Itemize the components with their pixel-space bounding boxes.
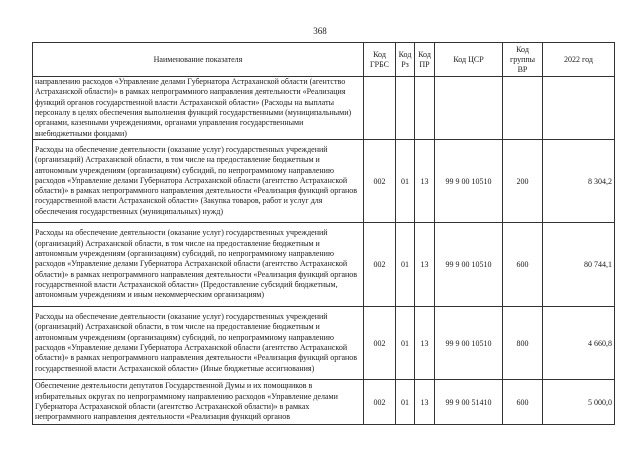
row-rz [396,77,415,140]
table-row [33,223,615,307]
row-grbs: 002 [364,307,396,380]
row-pr: 13 [415,307,435,380]
header-year: 2022 год [543,43,615,77]
row-csr: 99 9 00 10510 [435,223,503,307]
budget-table [32,42,615,425]
header-grbs: Код ГРБС [364,43,396,77]
row-rz: 01 [396,380,415,425]
row-rz: 01 [396,140,415,223]
row-grbs: 002 [364,380,396,425]
row-amount: 80 744,1 [543,223,615,307]
row-amount: 5 000,0 [543,380,615,425]
header-pr: Код ПР [415,43,435,77]
row-vr: 800 [503,307,543,380]
row-amount: 4 660,8 [543,307,615,380]
row-name: Расходы на обеспечение деятельности (оказание услуг) государственных учреждений (организаций) Астраханской области, в том числе на предоставление бюджетным и автономным учреждениям (организациям) субсидий, по непрограммному направлению расходов «Управление делами Губернатора Астраханской области (агентство Астраханской области)» в рамках непрограммного направления деятельности «Реализация функций органов государственной власти Астраханской области» (Закупка товаров, работ и услуг для обеспечения государственных (муниципальных) нужд) [33,140,364,223]
row-vr: 600 [503,380,543,425]
row-csr [435,77,503,140]
row-amount [543,77,615,140]
row-grbs: 002 [364,223,396,307]
row-vr [503,77,543,140]
header-vr: Код группы ВР [503,43,543,77]
row-pr [415,77,435,140]
header-csr: Код ЦСР [435,43,503,77]
header-rz: Код Рз [396,43,415,77]
row-csr: 99 9 00 10510 [435,307,503,380]
row-rz: 01 [396,223,415,307]
row-vr: 200 [503,140,543,223]
row-rz: 01 [396,307,415,380]
row-csr: 99 9 00 51410 [435,380,503,425]
row-pr: 13 [415,380,435,425]
row-name: направлению расходов «Управление делами Губернатора Астраханской области (агентство Астраханской области)» в рамках непрограммного направления деятельности «Реализация функций органов государственной власти Астраханской области» (Расходы на выплаты персоналу в целях обеспечения выполнения функций государственными (муниципальными) органами, казенными учреждениями, органами управления государственными внебюджетными фондами) [33,77,364,140]
row-csr: 99 9 00 10510 [435,140,503,223]
row-vr: 600 [503,223,543,307]
table-header-row [33,43,615,77]
table-row [33,77,615,140]
page-number: 368 [313,26,327,36]
row-name: Расходы на обеспечение деятельности (оказание услуг) государственных учреждений (организаций) Астраханской области, в том числе на предоставление бюджетным и автономным учреждениям (организациям) субсидий, по непрограммному направлению расходов «Управление делами Губернатора Астраханской области (агентство Астраханской области)» в рамках непрограммного направления деятельности «Реализация функций органов государственной власти Астраханской области» (Иные бюджетные ассигнования) [33,307,364,380]
table-row [33,307,615,380]
row-pr: 13 [415,140,435,223]
row-grbs [364,77,396,140]
header-name: Наименование показателя [33,43,364,77]
row-grbs: 002 [364,140,396,223]
row-name: Расходы на обеспечение деятельности (оказание услуг) государственных учреждений (организаций) Астраханской области, в том числе на предоставление бюджетным и автономным учреждениям (организациям) субсидий, по непрограммному направлению расходов «Управление делами Губернатора Астраханской области (агентство Астраханской области)» в рамках непрограммного направления деятельности «Реализация функций органов государственной власти Астраханской области» (Предоставление субсидий бюджетным, автономным учреждениям и иным некоммерческим организациям) [33,223,364,307]
table-row [33,380,615,425]
row-name: Обеспечение деятельности депутатов Государственной Думы и их помощников в избирательных округах по непрограммному направлению расходов «Управление делами Губернатора Астраханской области (агентство Астраханской области)» в рамках непрограммного направления деятельности «Реализация функций органов [33,380,364,425]
row-pr: 13 [415,223,435,307]
table-row [33,140,615,223]
row-amount: 8 304,2 [543,140,615,223]
